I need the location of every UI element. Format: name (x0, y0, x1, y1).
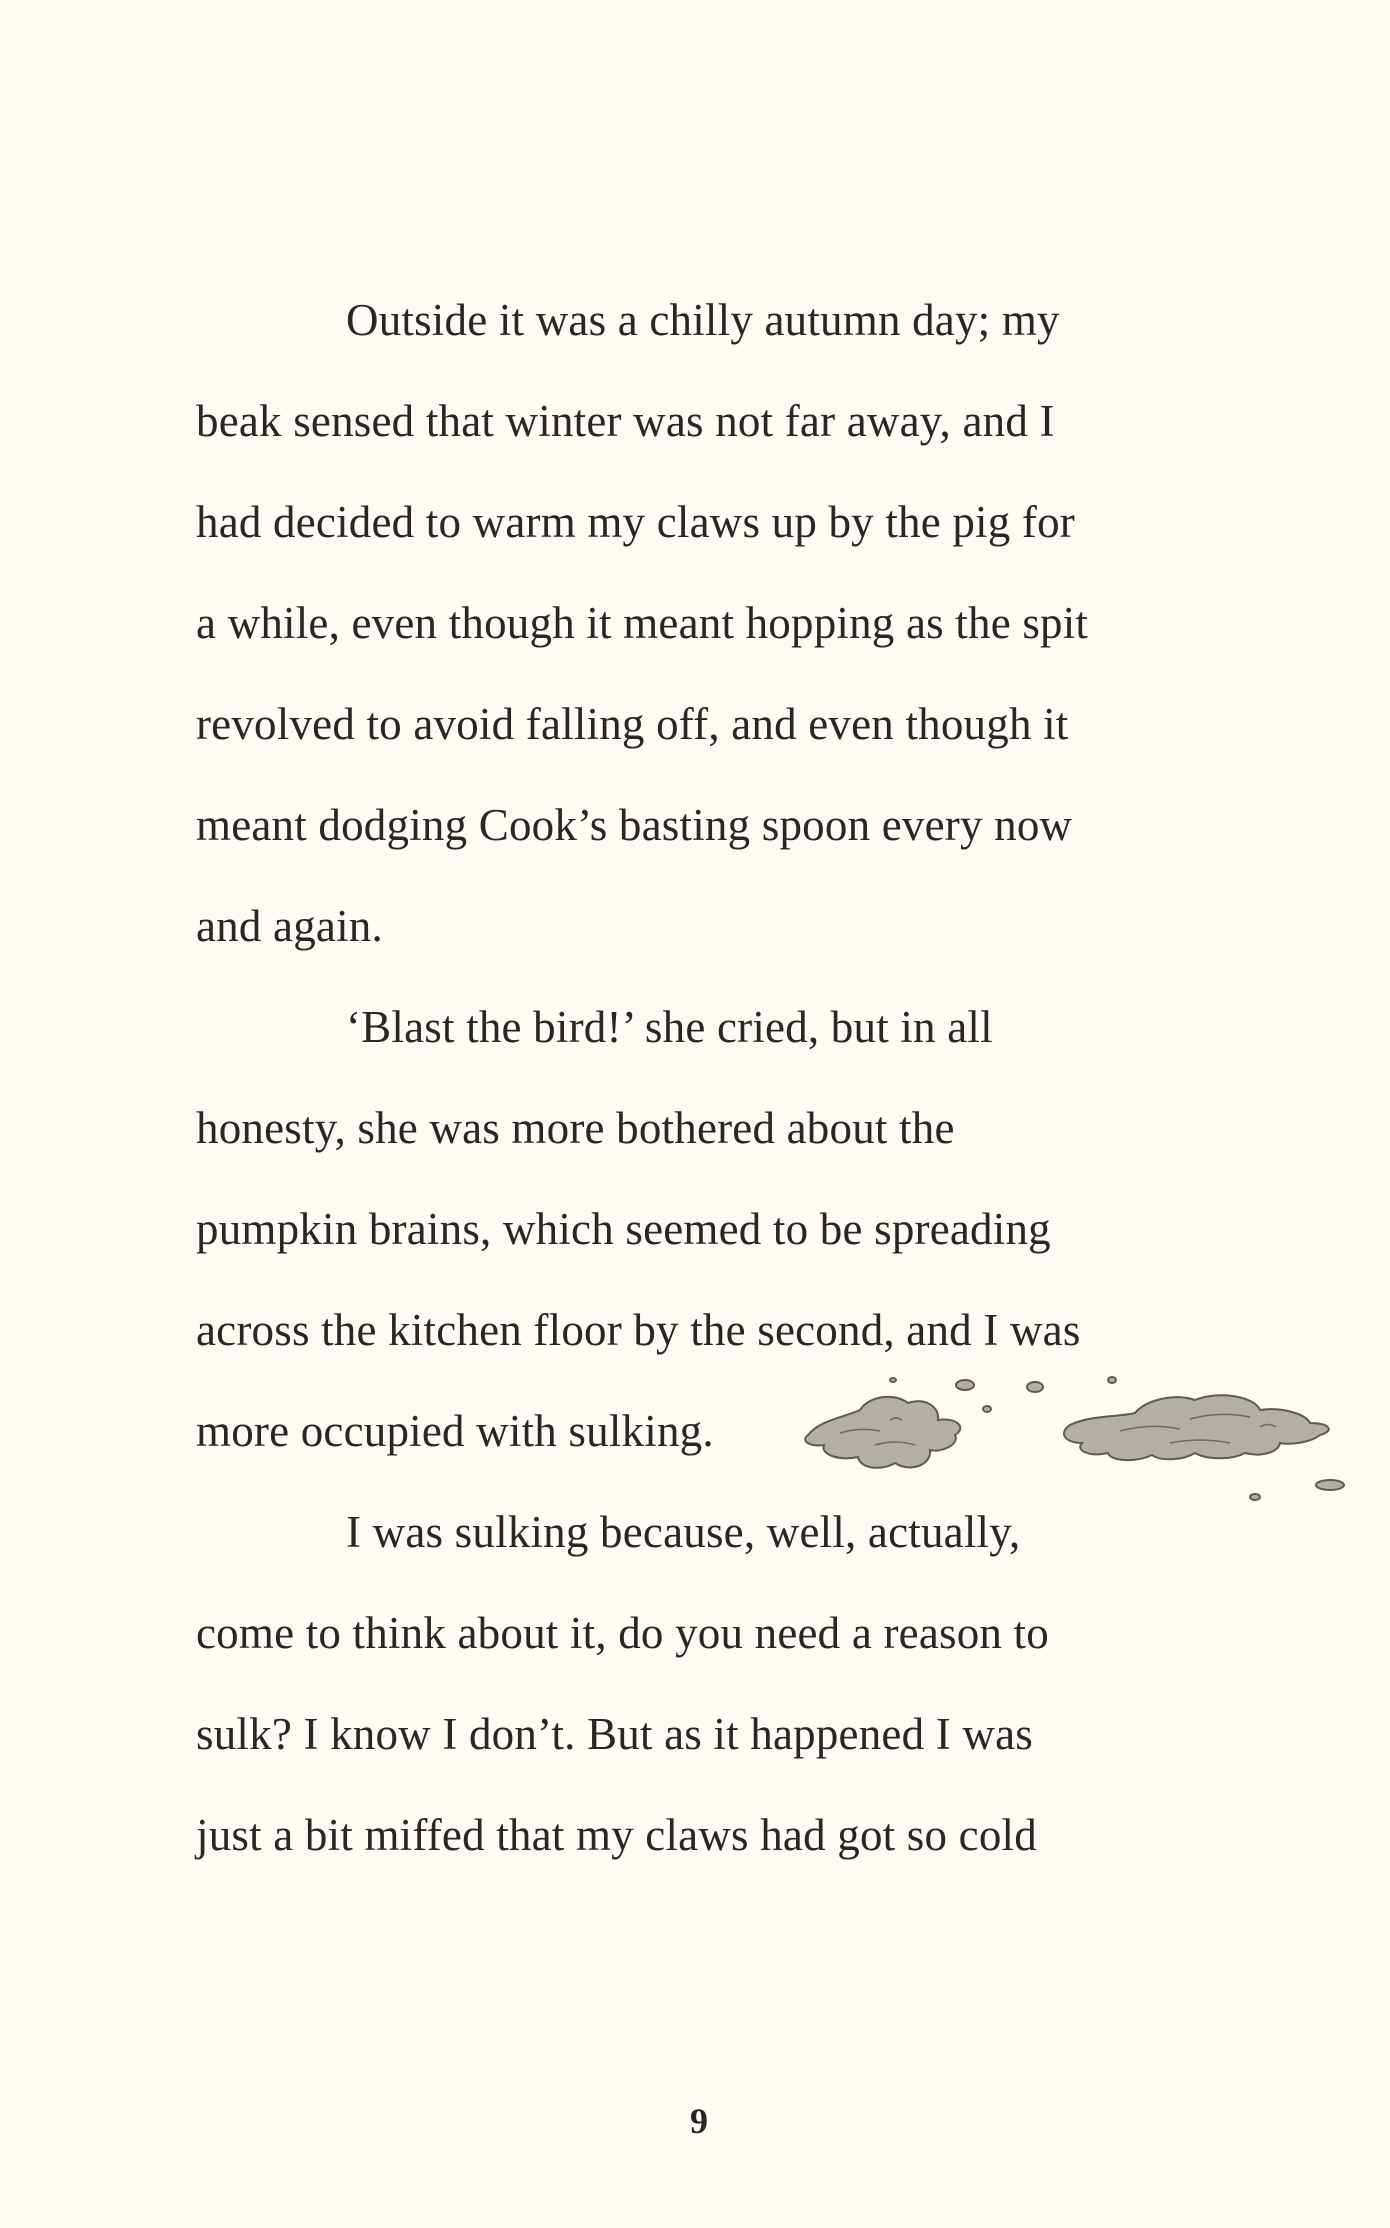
paragraph-1-line-5: revolved to avoid falling off, and even though it (196, 699, 1069, 749)
paragraph-1-line-6: meant dodging Cook’s basting spoon every now (196, 800, 1073, 850)
paragraph-2-line-4: across the kitchen floor by the second, and I was (196, 1305, 1081, 1355)
paragraph-2-line-1: ‘Blast the bird!’ she cried, but in all (346, 1002, 993, 1052)
paragraph-2-line-5: more occupied with sulking. (196, 1406, 714, 1456)
paragraph-3-line-4: just a bit miffed that my claws had got so cold (196, 1810, 1037, 1860)
paragraph-1-line-7: and again. (196, 901, 383, 951)
page-number: 9 (690, 2101, 708, 2141)
paragraph-1-line-1: Outside it was a chilly autumn day; my (346, 295, 1060, 345)
paragraph-3-line-3: sulk? I know I don’t. But as it happened I was (196, 1709, 1033, 1759)
paragraph-1-line-4: a while, even though it meant hopping as the spit (196, 598, 1089, 648)
paragraph-1-line-3: had decided to warm my claws up by the pig for (196, 497, 1075, 547)
pumpkin-brains-puddle-illustration (790, 1365, 1350, 1515)
paragraph-3-line-2: come to think about it, do you need a reason to (196, 1608, 1049, 1658)
paragraph-2-line-3: pumpkin brains, which seemed to be spreading (196, 1204, 1051, 1254)
paragraph-2-line-2: honesty, she was more bothered about the (196, 1103, 955, 1153)
paragraph-1-line-2: beak sensed that winter was not far away, and I (196, 396, 1055, 446)
paragraph-3-line-1: I was sulking because, well, actually, (346, 1507, 1021, 1557)
